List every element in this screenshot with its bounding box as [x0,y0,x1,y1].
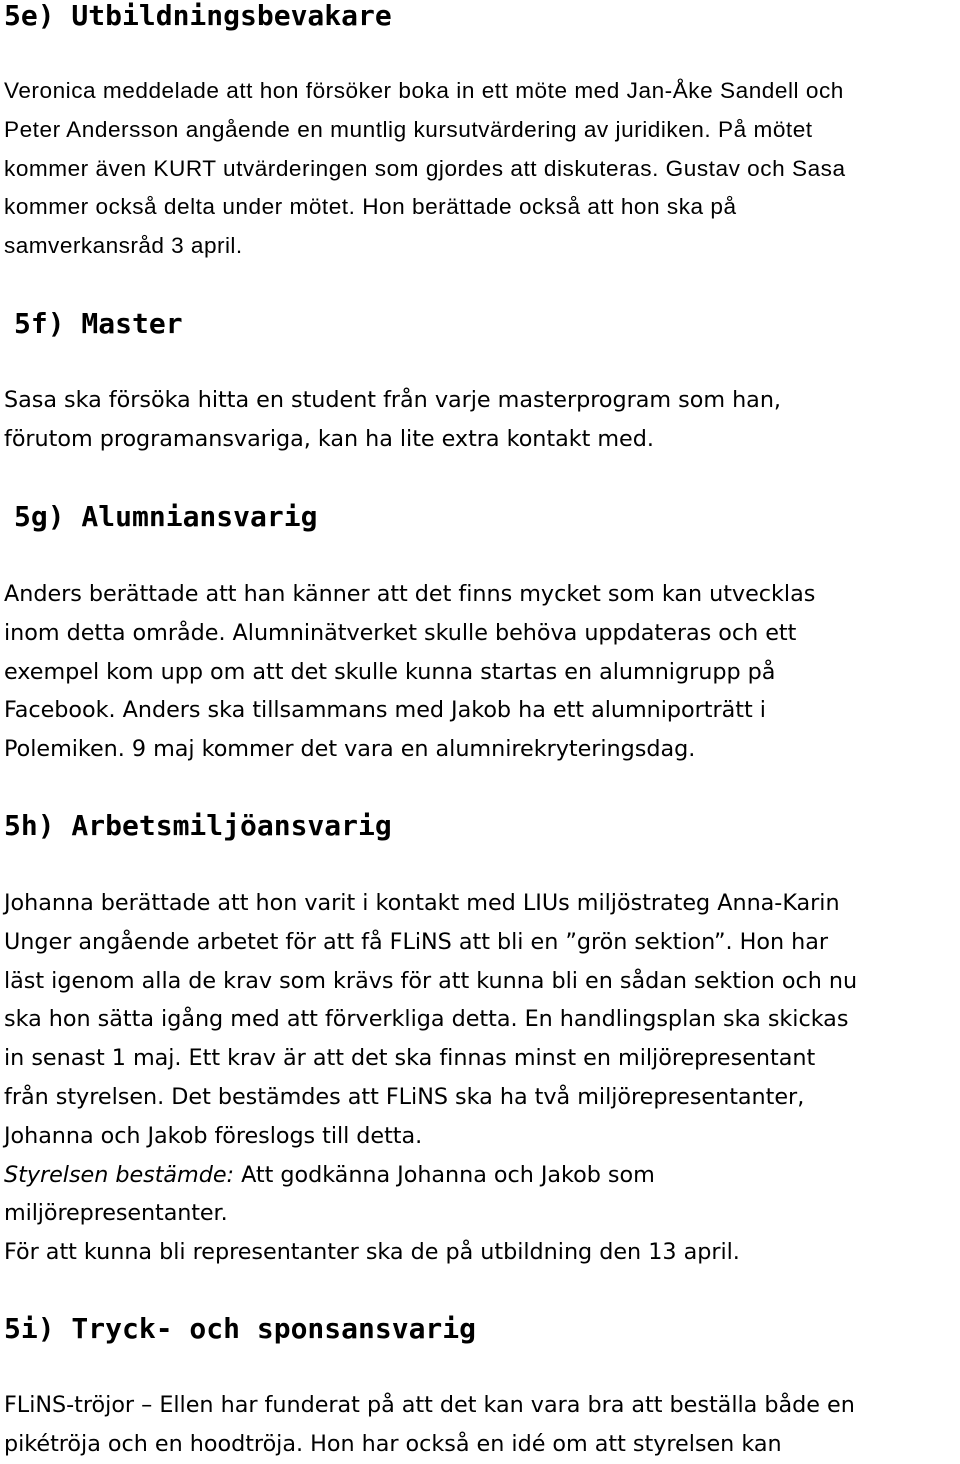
section-heading-utbildningsbevakare: 5e) Utbildningsbevakare [4,0,392,32]
section-heading-alumniansvarig: 5g) Alumniansvarig [14,500,318,533]
paragraph-line: FLiNS-tröjor – Ellen har funderat på att det kan vara bra att beställa både en [4,1392,855,1418]
paragraph-line: kommer även KURT utvärderingen som gjordes att diskuteras. Gustav och Sasa [4,155,846,181]
paragraph-line: från styrelsen. Det bestämdes att FLiNS ska ha två miljörepresentanter, [4,1083,805,1110]
paragraph-line: ska hon sätta igång med att förverkliga detta. En handlingsplan ska skickas [4,1006,849,1033]
decision-continuation: miljörepresentanter. [4,1200,228,1227]
note-line: För att kunna bli representanter ska de på utbildning den 13 april. [4,1239,740,1266]
section-heading-tryck-och-sponsansvarig: 5i) Tryck- och sponsansvarig [4,1312,477,1345]
section-heading-arbetsmiljoansvarig: 5h) Arbetsmiljöansvarig [4,809,392,842]
paragraph-alumniansvarig [4,575,956,769]
section-heading-master: 5f) Master [14,307,183,340]
paragraph-line: Polemiken. 9 maj kommer det vara en alumnirekryteringsdag. [4,736,696,763]
paragraph-line: kommer också delta under mötet. Hon berättade också att hon ska på [4,194,737,220]
paragraph-line: in senast 1 maj. Ett krav är att det ska finnas minst en miljörepresentant [4,1045,816,1072]
paragraph-line: Unger angående arbetet för att få FLiNS att bli en ”grön sektion”. Hon har [4,928,829,955]
decision-line [4,1156,956,1195]
paragraph-line: samverkansråd 3 april. [4,233,243,259]
paragraph-line: läst igenom alla de krav som krävs för att kunna bli en sådan sektion och nu [4,967,858,994]
paragraph-line: pikétröja och en hoodtröja. Hon har också en idé om att styrelsen kan [4,1430,782,1457]
paragraph-line: Johanna berättade att hon varit i kontakt med LIUs miljöstrateg Anna-Karin [4,890,840,916]
paragraph-line: Peter Andersson angående en muntlig kursutvärdering av juridiken. På mötet [4,116,813,142]
paragraph-tryck-och-sponsansvarig [4,1386,956,1464]
paragraph-line: Facebook. Anders ska tillsammans med Jakob ha ett alumniporträtt i [4,697,766,724]
paragraph-utbildningsbevakare [4,72,956,266]
paragraph-line: Anders berättade att han känner att det finns mycket som kan utvecklas [4,581,816,607]
paragraph-line: Veronica meddelade att hon försöker boka in ett möte med Jan-Åke Sandell och [4,78,844,103]
decision-label: Styrelsen bestämde: [4,1161,235,1188]
paragraph-line: inom detta område. Alumninätverket skulle behöva uppdateras och ett [4,619,797,646]
paragraph-line: förutom programansvariga, kan ha lite extra kontakt med. [4,425,654,452]
paragraph-line: Johanna och Jakob föreslogs till detta. [4,1122,423,1149]
paragraph-line: Sasa ska försöka hitta en student från varje masterprogram som han, [4,387,781,413]
paragraph-line: exempel kom upp om att det skulle kunna startas en alumnigrupp på [4,658,776,685]
decision-text: Att godkänna Johanna och Jakob som [234,1161,655,1188]
paragraph-master [4,381,956,459]
paragraph-arbetsmiljoansvarig [4,884,956,1272]
